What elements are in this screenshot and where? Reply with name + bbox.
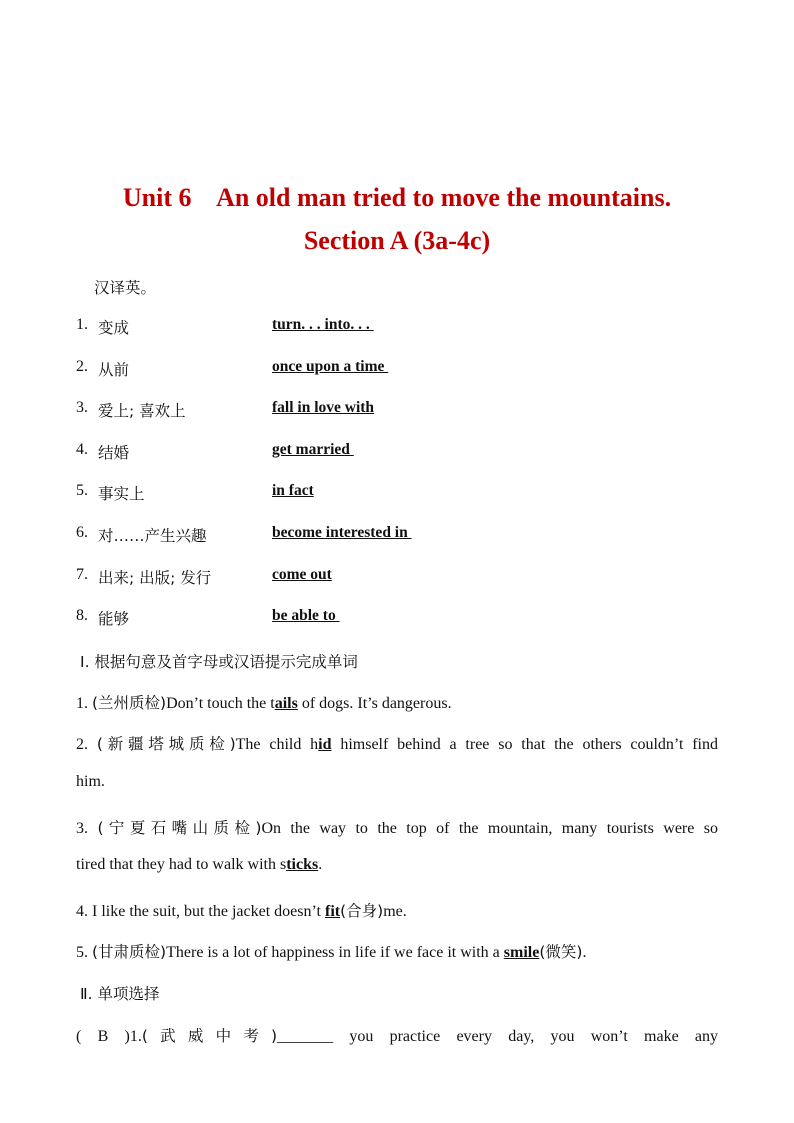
answer: id: [318, 736, 332, 753]
question-text: .: [582, 944, 587, 961]
vocab-english-answer: be able to: [272, 607, 340, 625]
answer: fit: [324, 903, 341, 920]
mc-question-1: [76, 1024, 718, 1046]
question-3: [76, 816, 718, 838]
vocab-chinese: 能够: [98, 610, 130, 629]
vocab-number: 1.: [76, 316, 88, 333]
answer: ticks: [286, 856, 319, 873]
vocab-chinese: 出来; 出版; 发行: [98, 568, 212, 587]
question-text: tired that they had to walk with s: [76, 856, 287, 873]
question-text: me.: [383, 903, 407, 920]
vocab-english-answer: once upon a time: [272, 357, 389, 375]
question-5: [76, 940, 586, 962]
question-number: 1.: [76, 695, 92, 712]
answer: smile: [503, 944, 540, 961]
vocab-chinese: 变成: [98, 319, 130, 337]
vocab-chinese: 结婚: [98, 443, 130, 462]
question-text: of dogs. It’s dangerous.: [297, 695, 452, 712]
question-text: There is a lot of happiness in life if we face it with a: [166, 944, 504, 961]
vocab-header: 汉译英。: [94, 279, 157, 297]
answer-letter: B: [97, 1028, 109, 1045]
vocab-english-answer: come out: [272, 565, 332, 583]
vocab-chinese: 从前: [98, 360, 130, 379]
vocab-number: 5.: [76, 482, 88, 500]
vocab-number: 6.: [76, 524, 88, 541]
answer: ails: [274, 695, 298, 712]
page-title-line2: Section A (3a-4c): [303, 226, 491, 255]
vocab-number: 7.: [76, 565, 88, 583]
answer-blank: _______: [277, 1028, 334, 1045]
page-title-line1: Unit 6 An old man tried to move the mountains.: [122, 183, 672, 212]
question-number: 2.: [76, 736, 97, 753]
vocab-english-answer: become interested in: [272, 524, 412, 541]
question-2-continued: him.: [76, 773, 105, 790]
question-3-continued: [76, 856, 322, 874]
vocab-number: 3.: [76, 399, 88, 417]
vocab-english-answer: get married: [272, 440, 354, 458]
question-text: 4. I like the suit, but the jacket doesn’t: [76, 903, 325, 920]
question-text: Don’t touch the t: [166, 695, 275, 712]
question-text: .: [318, 856, 323, 873]
section2-header: Ⅱ. 单项选择: [80, 985, 160, 1003]
question-number: 5.: [76, 944, 92, 961]
vocab-number: 8.: [76, 607, 88, 625]
question-text: On the way to the top of the mountain, many tourists were so: [261, 820, 719, 837]
question-4: [76, 899, 407, 921]
question-hint: (合身): [340, 902, 384, 920]
vocab-number: 2.: [76, 357, 88, 375]
question-text: himself behind a tree so that the others couldn’t find: [331, 736, 718, 753]
question-2: [76, 732, 718, 754]
question-source: (新疆塔城质检): [96, 735, 236, 753]
question-hint: (微笑): [539, 943, 583, 961]
question-source: (武威中考): [141, 1027, 278, 1045]
question-source: (宁夏石嘴山质检): [97, 819, 262, 837]
vocab-english-answer: turn. . . into. . .: [272, 316, 374, 333]
vocab-chinese: 事实上: [98, 485, 145, 504]
bracket-open: (: [76, 1028, 82, 1045]
section1-header: Ⅰ. 根据句意及首字母或汉语提示完成单词: [80, 653, 358, 671]
question-number: )1.: [124, 1028, 142, 1045]
vocab-english-answer: fall in love with: [272, 399, 375, 417]
question-source: (甘肃质检): [92, 943, 167, 961]
vocab-chinese: 对……产生兴趣: [98, 527, 207, 545]
vocab-number: 4.: [76, 440, 88, 458]
question-1: [76, 691, 452, 713]
vocab-english-answer: in fact: [272, 482, 314, 500]
question-text: The child h: [235, 736, 319, 753]
question-number: 3.: [76, 820, 98, 837]
vocab-chinese: 爱上; 喜欢上: [98, 402, 186, 421]
question-text: you practice every day, you won’t make any: [333, 1028, 719, 1045]
question-source: (兰州质检): [92, 694, 167, 712]
